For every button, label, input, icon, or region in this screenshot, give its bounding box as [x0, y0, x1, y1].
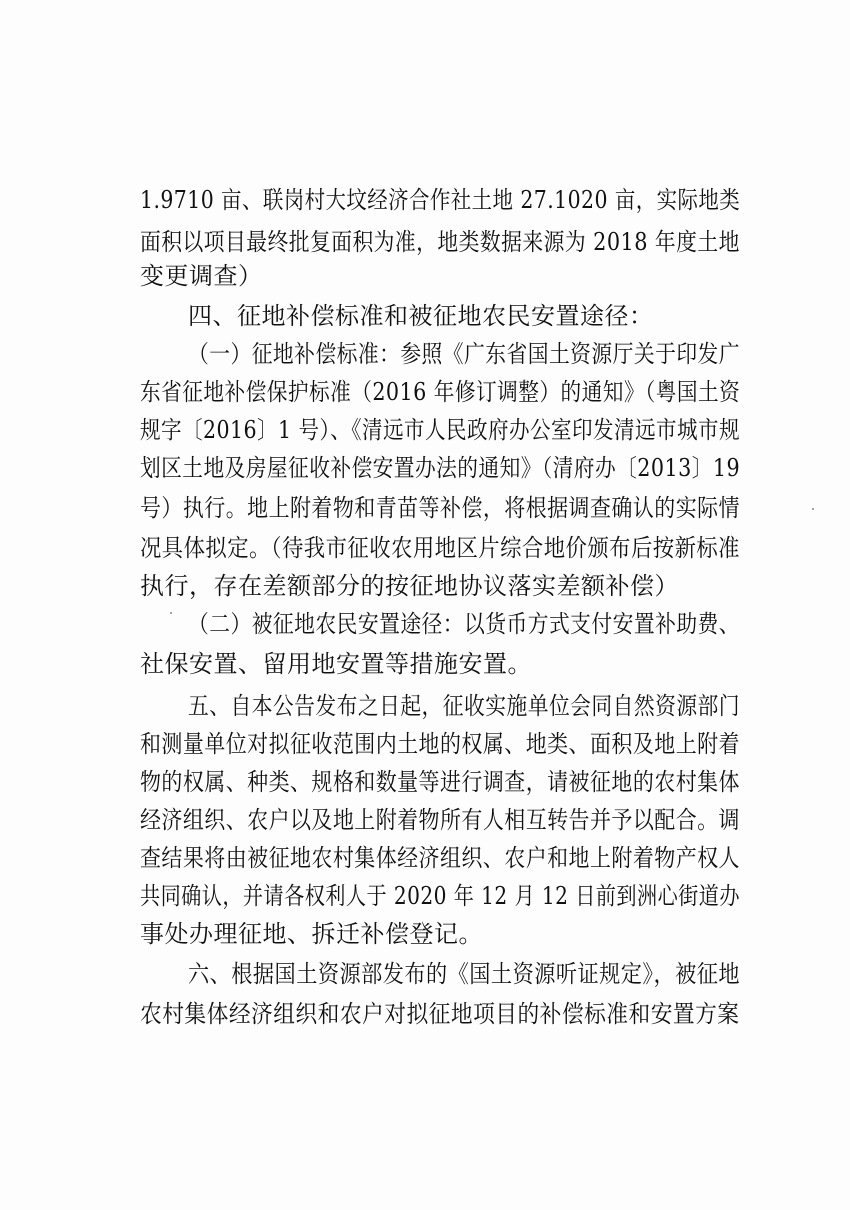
body-text-line: 事处办理征地、拆迁补偿登记。 [140, 920, 483, 948]
body-text-line: 1.9710 亩、联岗村大坟经济合作社土地 27.1020 亩，实际地类 [140, 186, 741, 214]
body-text-line: 况具体拟定。（待我市征收农用地区片综合地价颁布后按新标准 [140, 534, 740, 562]
body-text-line: 农村集体经济组织和农户对拟征地项目的补偿标准和安置方案 [140, 1000, 740, 1028]
section-heading-4: 四、征地补偿标准和被征地农民安置途径： [188, 302, 654, 330]
body-text-line: 执行，存在差额部分的按征地协议落实差额补偿） [140, 572, 679, 600]
body-text-line: 东省征地补偿保护标准（2016 年修订调整）的通知》（粤国土资 [140, 378, 741, 406]
body-text-line: 面积以项目最终批复面积为准，地类数据来源为 2018 年度土地 [140, 228, 740, 256]
body-text-line: 物的权属、种类、规格和数量等进行调查，请被征地的农村集体 [140, 768, 740, 796]
body-text-line: 六、根据国土资源部发布的《国土资源听证规定》，被征地 [188, 960, 740, 988]
body-text-line: 经济组织、农户以及地上附着物所有人相互转告并予以配合。调 [140, 806, 740, 834]
body-text-line: 规字〔2016〕1 号）、《清远市人民政府办公室印发清远市城市规 [140, 416, 740, 444]
body-text-line: 社保安置、留用地安置等措施安置。 [140, 650, 532, 678]
body-text-line: 和测量单位对拟征收范围内土地的权属、地类、面积及地上附着 [140, 730, 740, 758]
scan-speck [812, 508, 814, 510]
body-text-line: 五、自本公告发布之日起，征收实施单位会同自然资源部门 [188, 692, 741, 720]
body-text-line: 划区土地及房屋征收补偿安置办法的通知》（清府办〔2013〕19 [140, 454, 741, 482]
body-text-line: （一）征地补偿标准：参照《广东省国土资源厅关于印发广 [188, 340, 741, 368]
body-text-line: 号）执行。地上附着物和青苗等补偿，将根据调查确认的实际情 [140, 494, 740, 522]
scan-speck [170, 612, 172, 614]
body-text-line: （二）被征地农民安置途径：以货币方式支付安置补助费、 [188, 610, 741, 638]
body-text-line: 查结果将由被征地农村集体经济组织、农户和地上附着物产权人 [140, 844, 740, 872]
body-text-line: 变更调查） [140, 262, 263, 290]
body-text-line: 共同确认，并请各权利人于 2020 年 12 月 12 日前到洲心街道办 [140, 882, 740, 910]
